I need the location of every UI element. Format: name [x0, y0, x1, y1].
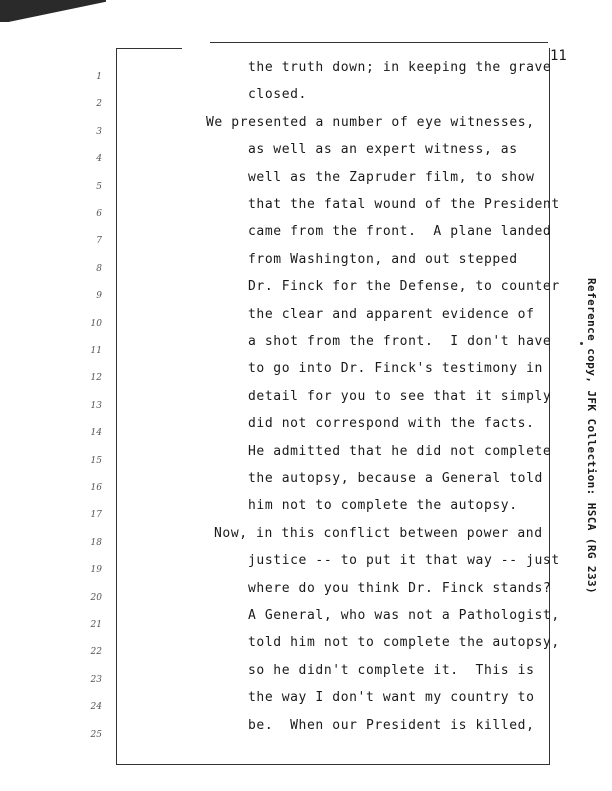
- line-number: 19: [90, 565, 102, 576]
- transcript-line: so he didn't complete it. This is: [248, 662, 535, 678]
- transcript-line: closed.: [248, 87, 307, 103]
- line-number: 4: [96, 154, 102, 165]
- transcript-line: A General, who was not a Pathologist,: [248, 608, 560, 623]
- line-number: 13: [90, 400, 102, 411]
- line-number: 5: [96, 181, 102, 192]
- line-number: 16: [90, 483, 102, 493]
- line-number: 15: [90, 455, 102, 466]
- page-number: 11: [550, 48, 567, 64]
- transcript-line: to go into Dr. Finck's testimony in: [248, 361, 543, 377]
- archive-stamp: Reference copy, JFK Collection: HSCA (RG 233): [585, 278, 598, 595]
- line-number: 24: [90, 702, 102, 713]
- line-number: 9: [96, 291, 102, 302]
- line-number: 7: [96, 236, 102, 247]
- transcript-line: Dr. Finck for the Defense, to counter: [248, 279, 560, 295]
- line-number: 21: [90, 620, 102, 630]
- line-number: 2: [96, 99, 102, 110]
- transcript-line: as well as an expert witness, as: [248, 142, 518, 158]
- line-number: 10: [90, 318, 102, 329]
- transcript-line: detail for you to see that it simply: [248, 388, 552, 404]
- transcript-line: did not correspond with the facts.: [248, 416, 535, 432]
- line-number: 25: [90, 729, 102, 740]
- line-number: 11: [90, 346, 102, 356]
- line-number: 23: [90, 674, 102, 685]
- line-number: 12: [90, 373, 102, 384]
- transcript-line: the truth down; in keeping the grave: [248, 60, 552, 75]
- frame-top-rule: [210, 42, 548, 43]
- transcript-line: justice -- to put it that way -- just: [248, 553, 560, 569]
- line-number: 17: [90, 510, 102, 521]
- transcript-line: We presented a number of eye witnesses,: [206, 114, 535, 130]
- transcript-line: be. When our President is killed,: [248, 717, 535, 733]
- transcript-line: from Washington, and out stepped: [248, 251, 518, 267]
- transcript-line: well as the Zapruder film, to show: [248, 169, 535, 185]
- line-number: 3: [96, 126, 102, 137]
- line-number: 18: [90, 537, 102, 548]
- transcript-line: the clear and apparent evidence of: [248, 306, 535, 322]
- scan-speck: [580, 342, 583, 345]
- transcript-line: Now, in this conflict between power and: [214, 525, 543, 541]
- transcript-line: He admitted that he did not complete: [248, 443, 552, 459]
- transcript-line: came from the front. A plane landed: [248, 224, 552, 240]
- line-number: 6: [96, 209, 102, 219]
- transcript-line: him not to complete the autopsy.: [248, 498, 518, 514]
- transcript-line: that the fatal wound of the President: [248, 197, 560, 212]
- scan-corner-mark: [0, 0, 106, 22]
- transcript-line: the way I don't want my country to: [248, 690, 535, 706]
- line-number: 22: [90, 647, 102, 658]
- line-number: 20: [90, 592, 102, 603]
- transcript-line: a shot from the front. I don't have: [248, 334, 552, 349]
- transcript-line: the autopsy, because a General told: [248, 471, 543, 486]
- line-number: 1: [96, 72, 102, 82]
- line-number: 8: [96, 263, 102, 274]
- transcript-line: told him not to complete the autopsy,: [248, 635, 560, 651]
- line-number: 14: [90, 428, 102, 439]
- transcript-line: where do you think Dr. Finck stands?: [248, 580, 552, 596]
